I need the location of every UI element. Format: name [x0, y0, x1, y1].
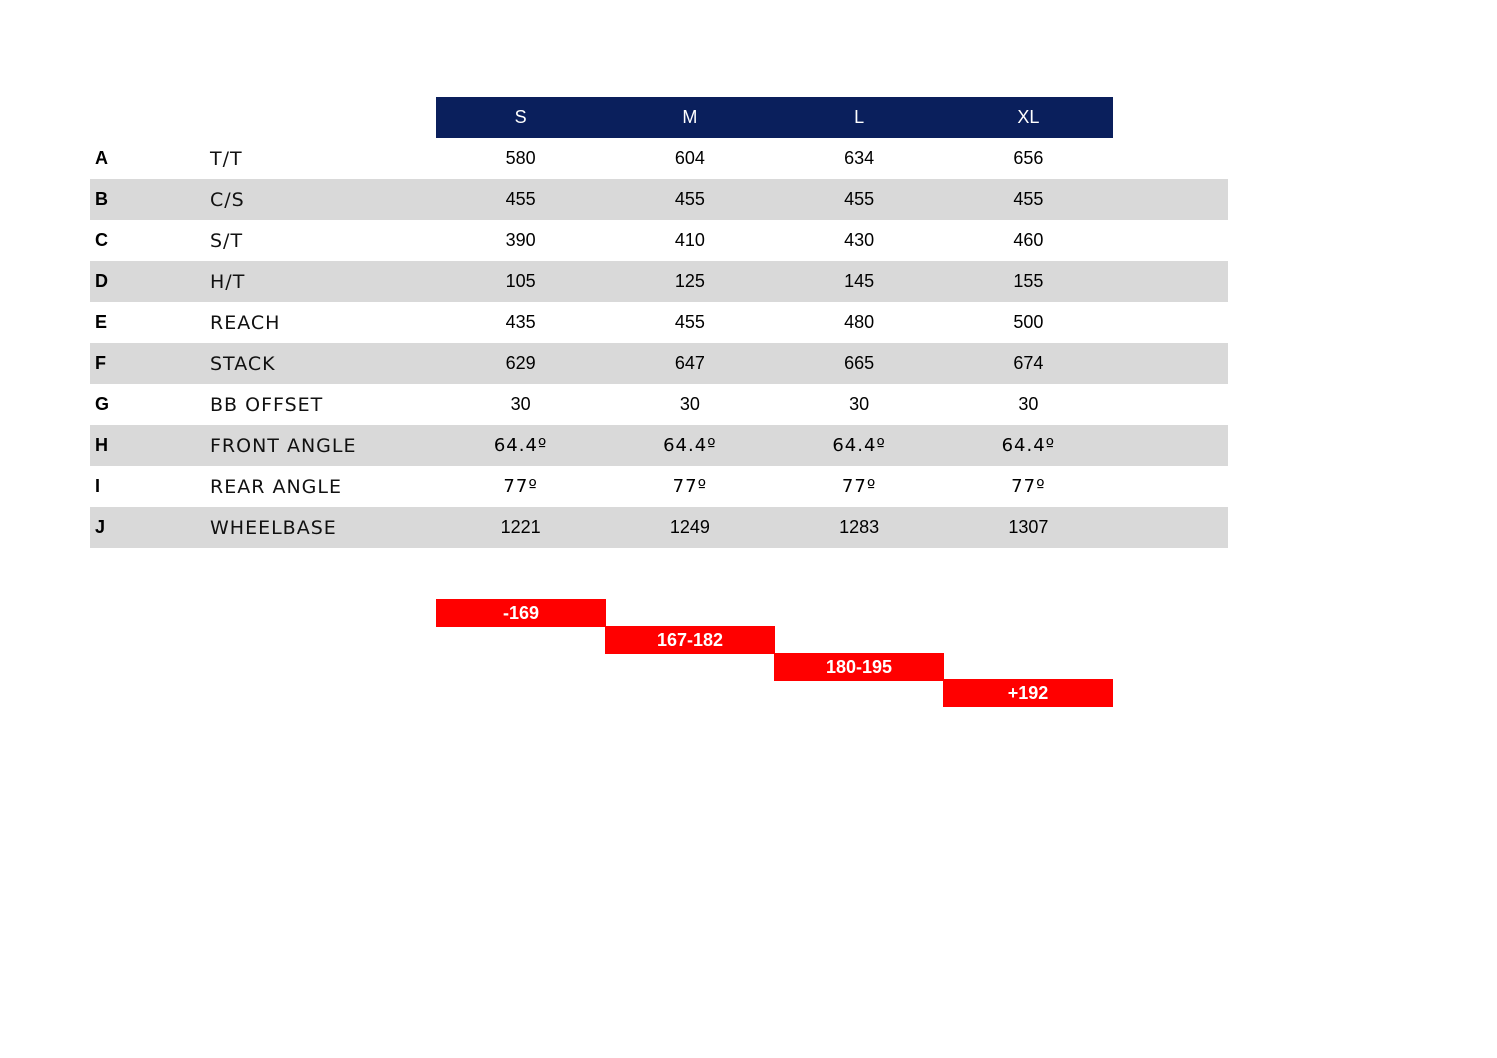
value-cell: 77º: [503, 476, 538, 497]
value-cell: 30: [510, 394, 531, 414]
value-cell: 77º: [1011, 476, 1046, 497]
rider-height-s: -169: [436, 599, 606, 627]
row-label: S/T: [210, 229, 244, 252]
value-cell: 500: [1013, 312, 1044, 332]
table-row: [90, 384, 1228, 425]
value-cell: 410: [674, 230, 705, 250]
value-cell: 580: [505, 148, 536, 168]
value-cell: 1221: [500, 517, 541, 537]
value-cell: 105: [505, 271, 536, 291]
row-label: REACH: [210, 311, 281, 334]
value-cell: 647: [674, 353, 705, 373]
value-cell: 390: [505, 230, 536, 250]
value-cell: 64.4º: [493, 435, 548, 456]
value-cell: 656: [1013, 148, 1044, 168]
size-header-m: M: [682, 107, 698, 127]
value-cell: 77º: [672, 476, 708, 497]
row-label: C/S: [210, 188, 245, 211]
value-cell: 1249: [669, 517, 710, 537]
row-letter: C: [95, 230, 108, 250]
value-cell: 77º: [841, 476, 877, 497]
size-header: [436, 97, 1113, 138]
value-cell: 665: [844, 353, 875, 373]
table-row: [90, 302, 1228, 343]
value-cell: 455: [674, 312, 705, 332]
rider-height-xl: +192: [943, 679, 1113, 707]
value-cell: 30: [679, 394, 700, 414]
row-label: H/T: [210, 270, 246, 293]
table-row: [90, 466, 1228, 507]
row-letter: A: [95, 148, 108, 168]
value-cell: 629: [505, 353, 536, 373]
value-cell: 145: [844, 271, 875, 291]
value-cell: 634: [844, 148, 875, 168]
table-row: [90, 343, 1228, 384]
rider-height-l: 180-195: [774, 653, 944, 681]
table-row: [90, 425, 1228, 466]
size-header-s: S: [514, 107, 527, 127]
value-cell: 64.4º: [832, 435, 886, 456]
table-row: [90, 138, 1228, 179]
value-cell: 64.4º: [1001, 435, 1056, 456]
value-cell: 604: [674, 148, 705, 168]
row-label: REAR ANGLE: [210, 475, 342, 498]
row-letter: J: [95, 517, 106, 537]
value-cell: 1283: [839, 517, 880, 537]
rider-height-m: 167-182: [605, 626, 775, 654]
value-cell: 30: [1018, 394, 1039, 414]
value-cell: 455: [844, 189, 875, 209]
value-cell: 455: [1013, 189, 1044, 209]
row-letter: D: [95, 271, 108, 291]
size-header-l: L: [854, 107, 865, 127]
row-letter: F: [95, 353, 106, 373]
table-row: [90, 507, 1228, 548]
row-label: STACK: [210, 352, 276, 375]
table-row: [90, 179, 1228, 220]
row-label: WHEELBASE: [210, 516, 337, 539]
value-cell: 1307: [1008, 517, 1049, 537]
table-row: [90, 261, 1228, 302]
row-letter: B: [95, 189, 108, 209]
value-cell: 30: [849, 394, 870, 414]
row-letter: H: [95, 435, 108, 455]
value-cell: 435: [505, 312, 536, 332]
row-label: T/T: [210, 147, 243, 170]
value-cell: 674: [1013, 353, 1044, 373]
value-cell: 455: [674, 189, 705, 209]
row-letter: G: [95, 394, 110, 414]
value-cell: 455: [505, 189, 536, 209]
value-cell: 460: [1013, 230, 1044, 250]
value-cell: 480: [844, 312, 875, 332]
row-label: BB OFFSET: [210, 393, 324, 416]
row-letter: E: [95, 312, 108, 332]
geometry-table: [90, 138, 1228, 548]
row-label: FRONT ANGLE: [210, 434, 357, 457]
value-cell: 430: [844, 230, 875, 250]
size-header-xl: XL: [1017, 107, 1040, 127]
value-cell: 155: [1013, 271, 1044, 291]
row-letter: I: [95, 476, 101, 496]
table-row: [90, 220, 1228, 261]
value-cell: 125: [674, 271, 705, 291]
value-cell: 64.4º: [663, 435, 717, 456]
